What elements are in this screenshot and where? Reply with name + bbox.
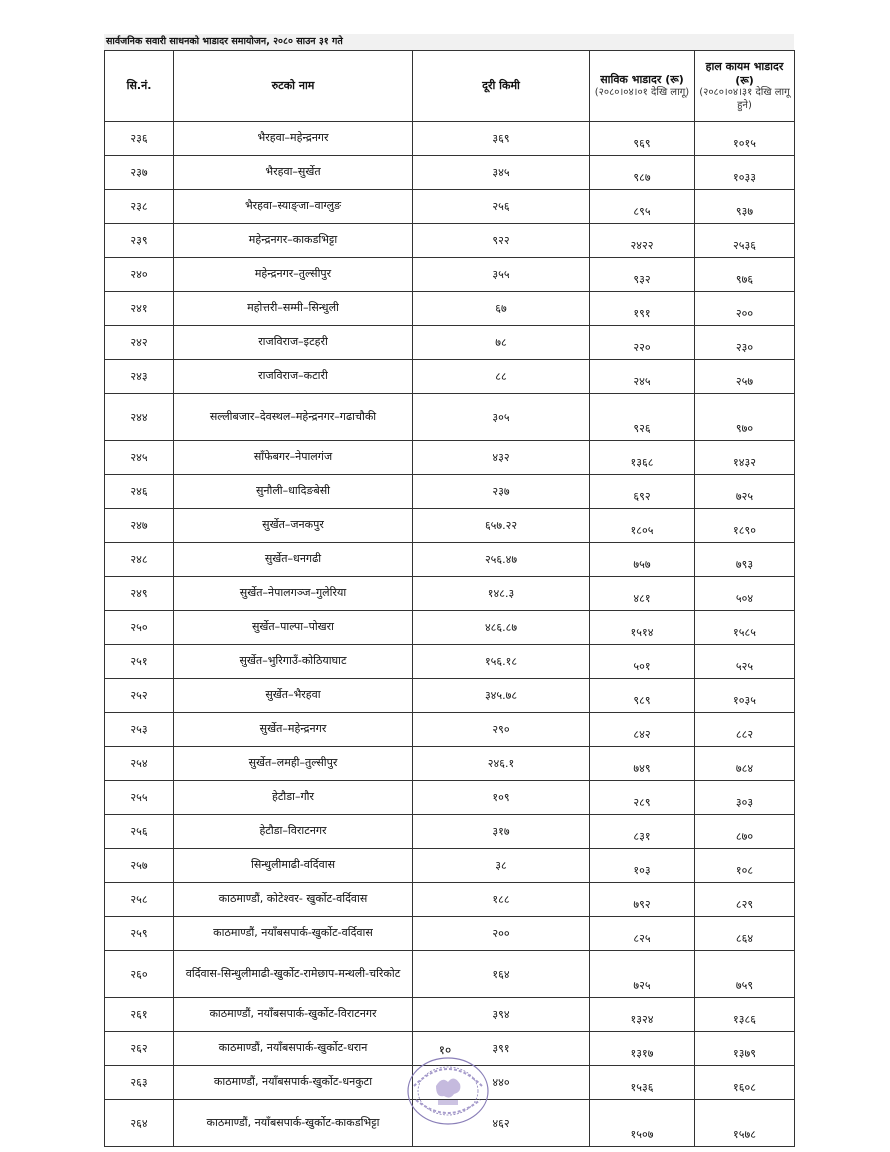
- cell-distance: ६५७.२२: [413, 509, 590, 543]
- table-row: [105, 815, 795, 849]
- cell-distance: २५६.४७: [413, 543, 590, 577]
- cell-new-fare: २३०: [695, 326, 795, 360]
- cell-old-fare: ९६९: [590, 122, 695, 156]
- cell-old-fare: ९३२: [590, 258, 695, 292]
- cell-distance: ६७: [413, 292, 590, 326]
- table-row: [105, 998, 795, 1032]
- table-row: [105, 122, 795, 156]
- column-header-route: रुटको नाम: [174, 51, 413, 122]
- cell-old-fare: १८०५: [590, 509, 695, 543]
- cell-new-fare: १०८: [695, 849, 795, 883]
- cell-route-name: सुर्खेत–धनगढी: [174, 543, 413, 577]
- cell-route-name: सुर्खेत–जनकपुर: [174, 509, 413, 543]
- table-row: [105, 883, 795, 917]
- table-row: [105, 292, 795, 326]
- cell-old-fare: ६९२: [590, 475, 695, 509]
- cell-new-fare: ८६४: [695, 917, 795, 951]
- cell-serial-number: २५७: [105, 849, 174, 883]
- cell-old-fare: ७४९: [590, 747, 695, 781]
- cell-serial-number: २५९: [105, 917, 174, 951]
- cell-route-name: भैरहवा–स्याङ्‌जा–वाग्लुङ: [174, 190, 413, 224]
- cell-distance: १४८.३: [413, 577, 590, 611]
- cell-route-name: राजविराज–इटहरी: [174, 326, 413, 360]
- cell-route-name: सुर्खेत–लमही–तुल्सीपुर: [174, 747, 413, 781]
- cell-serial-number: २६१: [105, 998, 174, 1032]
- cell-route-name: भैरहवा–महेन्द्रनगर: [174, 122, 413, 156]
- cell-new-fare: ७२५: [695, 475, 795, 509]
- cell-distance: ३१७: [413, 815, 590, 849]
- cell-serial-number: २३७: [105, 156, 174, 190]
- table-row: [105, 326, 795, 360]
- table-row: [105, 394, 795, 441]
- cell-old-fare: १३१७: [590, 1032, 695, 1066]
- table-row: [105, 156, 795, 190]
- cell-route-name: भैरहवा–सुर्खेत: [174, 156, 413, 190]
- cell-distance: २००: [413, 917, 590, 951]
- cell-distance: ३८: [413, 849, 590, 883]
- cell-serial-number: २५८: [105, 883, 174, 917]
- old-fare-label: साविक भाडादर (रू): [600, 72, 684, 86]
- new-fare-label: हाल कायम भाडादर (रू): [705, 59, 784, 87]
- cell-new-fare: ९७६: [695, 258, 795, 292]
- cell-distance: २३७: [413, 475, 590, 509]
- table-row: [105, 224, 795, 258]
- cell-serial-number: २६२: [105, 1032, 174, 1066]
- cell-route-name: हेटौडा–विराटनगर: [174, 815, 413, 849]
- table-row: [105, 645, 795, 679]
- cell-old-fare: ८२५: [590, 917, 695, 951]
- cell-old-fare: १३६८: [590, 441, 695, 475]
- table-row: [105, 543, 795, 577]
- cell-old-fare: ७९२: [590, 883, 695, 917]
- table-row: [105, 577, 795, 611]
- cell-distance: ९२२: [413, 224, 590, 258]
- government-seal-stamp: [406, 1056, 490, 1126]
- column-header-sn: सि.नं.: [105, 51, 174, 122]
- cell-distance: ८८: [413, 360, 590, 394]
- cell-distance: ४८६.८७: [413, 611, 590, 645]
- cell-distance: ४४०: [413, 1066, 590, 1100]
- cell-serial-number: २४८: [105, 543, 174, 577]
- cell-serial-number: २५६: [105, 815, 174, 849]
- cell-new-fare: १८९०: [695, 509, 795, 543]
- table-row: [105, 781, 795, 815]
- cell-old-fare: ४८१: [590, 577, 695, 611]
- new-fare-note: (२०८०।०४।३१ देखि लागू हुने): [699, 87, 790, 111]
- cell-old-fare: ८४२: [590, 713, 695, 747]
- cell-new-fare: १४३२: [695, 441, 795, 475]
- cell-route-name: सुर्खेत–भुरिगाउँ-कोठियाघाट: [174, 645, 413, 679]
- cell-route-name: सल्लीबजार–देवस्थल–महेन्द्रनगर–गढाचौकी: [174, 394, 413, 441]
- table-row: [105, 679, 795, 713]
- cell-route-name: महेन्द्रनगर–तुल्सीपुर: [174, 258, 413, 292]
- cell-route-name: सुर्खेत–भैरहवा: [174, 679, 413, 713]
- cell-serial-number: २५३: [105, 713, 174, 747]
- cell-new-fare: ९३७: [695, 190, 795, 224]
- cell-old-fare: १९१: [590, 292, 695, 326]
- cell-old-fare: ९८७: [590, 156, 695, 190]
- cell-new-fare: ७८४: [695, 747, 795, 781]
- cell-serial-number: २४२: [105, 326, 174, 360]
- cell-serial-number: २५४: [105, 747, 174, 781]
- cell-route-name: सुर्खेत–महेन्द्रनगर: [174, 713, 413, 747]
- cell-new-fare: ८२९: [695, 883, 795, 917]
- cell-new-fare: ७९३: [695, 543, 795, 577]
- cell-route-name: हेटौडा–गौर: [174, 781, 413, 815]
- table-row: [105, 713, 795, 747]
- cell-serial-number: २५२: [105, 679, 174, 713]
- cell-old-fare: १३२४: [590, 998, 695, 1032]
- cell-new-fare: ७५९: [695, 951, 795, 998]
- cell-distance: २५६: [413, 190, 590, 224]
- fare-table-body: [105, 122, 795, 1147]
- cell-serial-number: २५५: [105, 781, 174, 815]
- table-row: [105, 258, 795, 292]
- cell-serial-number: २४९: [105, 577, 174, 611]
- cell-serial-number: २४१: [105, 292, 174, 326]
- table-header-row: [105, 51, 795, 122]
- cell-old-fare: ९८९: [590, 679, 695, 713]
- column-header-distance: दूरी किमी: [413, 51, 590, 122]
- cell-serial-number: २५०: [105, 611, 174, 645]
- cell-old-fare: १५०७: [590, 1100, 695, 1147]
- cell-distance: १८८: [413, 883, 590, 917]
- cell-serial-number: २४४: [105, 394, 174, 441]
- table-row: [105, 849, 795, 883]
- cell-distance: २९०: [413, 713, 590, 747]
- table-row: [105, 475, 795, 509]
- cell-distance: ४३२: [413, 441, 590, 475]
- cell-route-name: काठमाण्डौं, नयाँबसपार्क-खुर्कोट-धनकुटा: [174, 1066, 413, 1100]
- cell-route-name: काठमाण्डौं, नयाँबसपार्क-खुर्कोट-वर्दिवास: [174, 917, 413, 951]
- cell-new-fare: १०३३: [695, 156, 795, 190]
- cell-new-fare: ५०४: [695, 577, 795, 611]
- table-row: [105, 441, 795, 475]
- cell-old-fare: १०३: [590, 849, 695, 883]
- cell-new-fare: १६०८: [695, 1066, 795, 1100]
- cell-route-name: काठमाण्डौं, नयाँबसपार्क-खुर्कोट-विराटनगर: [174, 998, 413, 1032]
- column-header-new-fare: [695, 51, 795, 122]
- cell-distance: ४६२: [413, 1100, 590, 1147]
- cell-route-name: सुर्खेत–नेपालगञ्ज–गुलेरिया: [174, 577, 413, 611]
- cell-old-fare: २४५: [590, 360, 695, 394]
- cell-old-fare: १५१४: [590, 611, 695, 645]
- cell-distance: ३५५: [413, 258, 590, 292]
- table-row: [105, 917, 795, 951]
- cell-route-name: सुर्खेत–पाल्पा–पोखरा: [174, 611, 413, 645]
- page-number: १०: [438, 1043, 452, 1057]
- cell-route-name: साँफेबगर–नेपालगंज: [174, 441, 413, 475]
- cell-distance: ३९१: [413, 1032, 590, 1066]
- cell-route-name: काठमाण्डौं, नयाँबसपार्क-खुर्कोट-काकडभिट्टा: [174, 1100, 413, 1147]
- cell-old-fare: २२०: [590, 326, 695, 360]
- cell-route-name: वर्दिवास-सिन्धुलीमाढी-खुर्कोट-रामेछाप-मन्थली-चरिकोट: [174, 951, 413, 998]
- cell-new-fare: ८७०: [695, 815, 795, 849]
- cell-old-fare: ७२५: [590, 951, 695, 998]
- cell-serial-number: २४३: [105, 360, 174, 394]
- column-header-old-fare: [590, 51, 695, 122]
- cell-distance: ३९४: [413, 998, 590, 1032]
- cell-serial-number: २३६: [105, 122, 174, 156]
- cell-serial-number: २४७: [105, 509, 174, 543]
- cell-serial-number: २३८: [105, 190, 174, 224]
- cell-serial-number: २४०: [105, 258, 174, 292]
- cell-route-name: काठमाण्डौं, कोटेश्वर- खुर्कोट-वर्दिवास: [174, 883, 413, 917]
- table-row: [105, 951, 795, 998]
- cell-new-fare: ८८२: [695, 713, 795, 747]
- cell-distance: १५६.१८: [413, 645, 590, 679]
- cell-distance: ३४५: [413, 156, 590, 190]
- cell-old-fare: २८९: [590, 781, 695, 815]
- cell-serial-number: २४५: [105, 441, 174, 475]
- cell-new-fare: २५७: [695, 360, 795, 394]
- cell-serial-number: २६३: [105, 1066, 174, 1100]
- cell-serial-number: २५१: [105, 645, 174, 679]
- cell-new-fare: २५३६: [695, 224, 795, 258]
- cell-route-name: काठमाण्डौं, नयाँबसपार्क-खुर्कोट-धरान: [174, 1032, 413, 1066]
- table-row: [105, 747, 795, 781]
- old-fare-note: (२०८०।०४।०१ देखि लागू): [594, 86, 690, 98]
- cell-distance: ३४५.७८: [413, 679, 590, 713]
- cell-distance: १०९: [413, 781, 590, 815]
- cell-serial-number: २३९: [105, 224, 174, 258]
- cell-new-fare: १०१५: [695, 122, 795, 156]
- cell-route-name: सिन्धुलीमाढी-वर्दिवास: [174, 849, 413, 883]
- cell-old-fare: २४२२: [590, 224, 695, 258]
- cell-distance: १६४: [413, 951, 590, 998]
- cell-new-fare: ३०३: [695, 781, 795, 815]
- cell-route-name: महेन्द्रनगर–काकडभिट्टा: [174, 224, 413, 258]
- table-row: [105, 360, 795, 394]
- cell-distance: ७८: [413, 326, 590, 360]
- cell-old-fare: ८३१: [590, 815, 695, 849]
- table-row: [105, 190, 795, 224]
- table-row: [105, 611, 795, 645]
- cell-new-fare: १५७८: [695, 1100, 795, 1147]
- cell-old-fare: ७५७: [590, 543, 695, 577]
- cell-route-name: राजविराज–कटारी: [174, 360, 413, 394]
- cell-old-fare: ५०१: [590, 645, 695, 679]
- cell-new-fare: २००: [695, 292, 795, 326]
- cell-new-fare: १०३५: [695, 679, 795, 713]
- fare-table: [104, 50, 795, 1147]
- cell-distance: ३०५: [413, 394, 590, 441]
- cell-route-name: सुनौली–धादिङबेसी: [174, 475, 413, 509]
- table-row: [105, 509, 795, 543]
- cell-route-name: महोत्तरी–सम्मी–सिन्धुली: [174, 292, 413, 326]
- cell-new-fare: १३८६: [695, 998, 795, 1032]
- cell-distance: ३६९: [413, 122, 590, 156]
- cell-new-fare: ५२५: [695, 645, 795, 679]
- cell-serial-number: २४६: [105, 475, 174, 509]
- cell-old-fare: ८९५: [590, 190, 695, 224]
- cell-distance: २४६.१: [413, 747, 590, 781]
- cell-serial-number: २६०: [105, 951, 174, 998]
- cell-old-fare: १५३६: [590, 1066, 695, 1100]
- document-header: सार्वजनिक सवारी साधनको भाडादर समायोजन, २०८० साउन ३१ गते: [104, 34, 794, 50]
- cell-new-fare: १३७९: [695, 1032, 795, 1066]
- cell-serial-number: २६४: [105, 1100, 174, 1147]
- cell-new-fare: ९७०: [695, 394, 795, 441]
- cell-old-fare: ९२६: [590, 394, 695, 441]
- cell-new-fare: १५८५: [695, 611, 795, 645]
